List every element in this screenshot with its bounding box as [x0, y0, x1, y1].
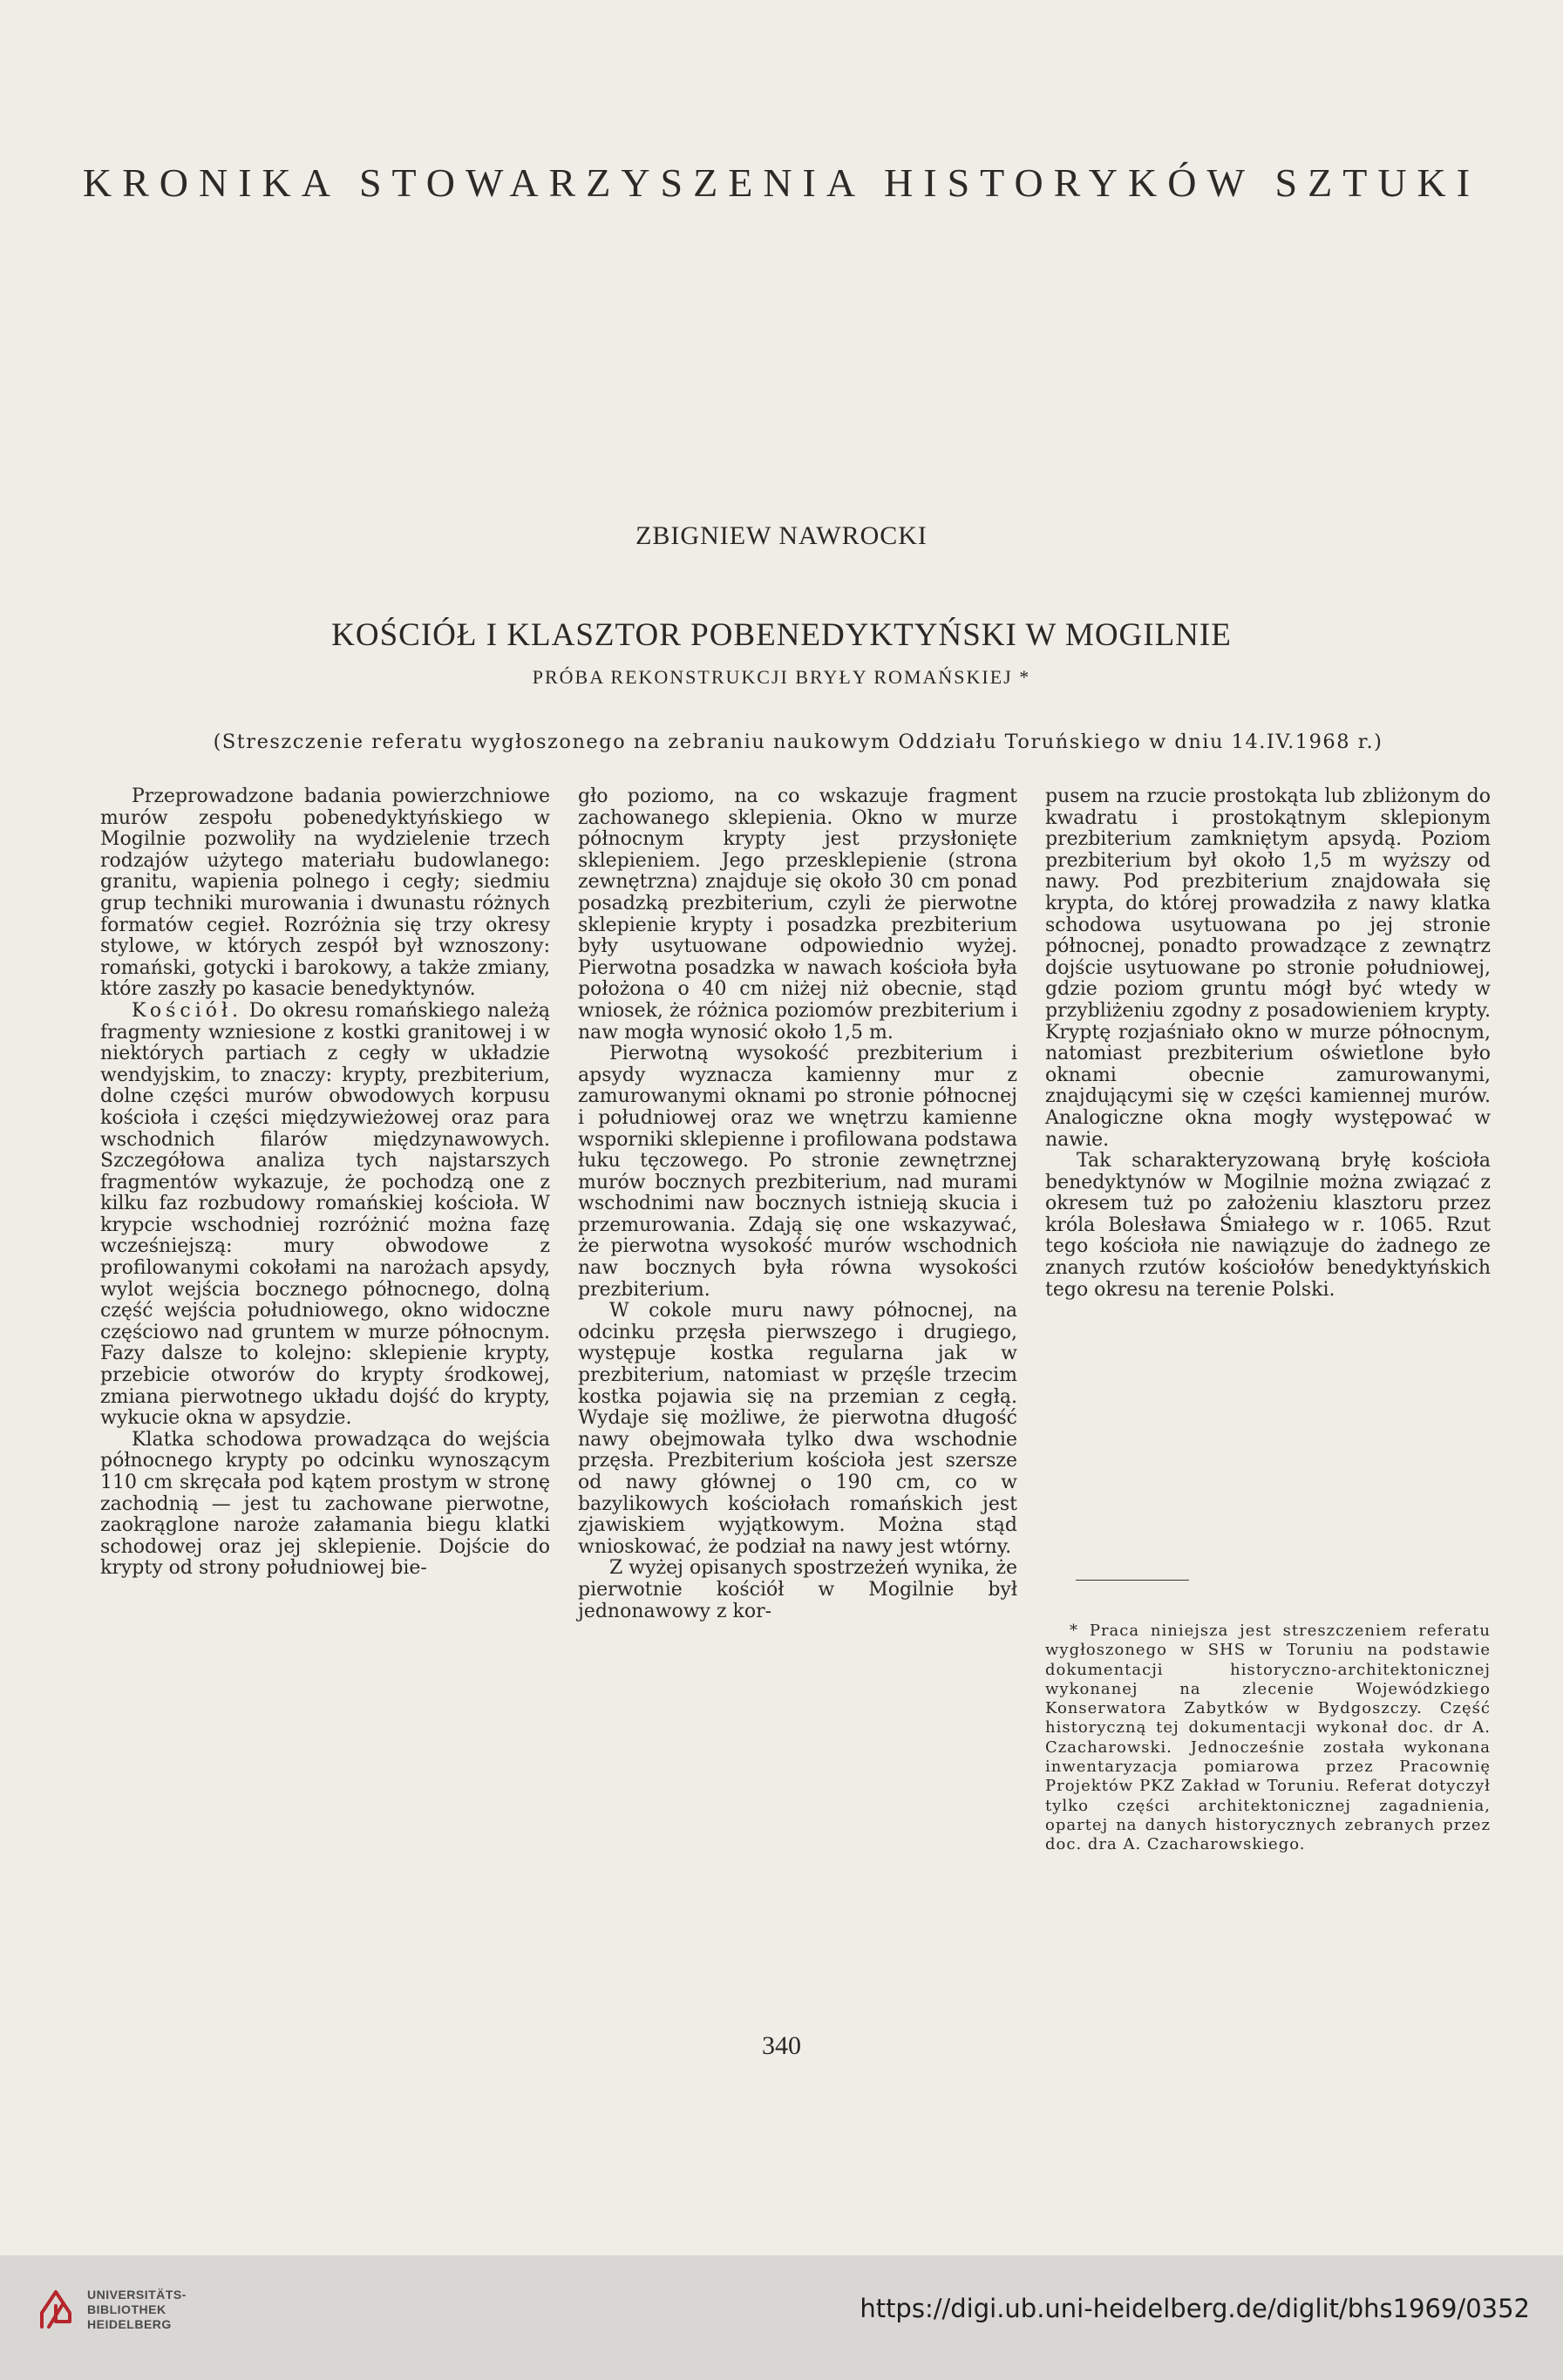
text-column-2	[578, 786, 1017, 1622]
footer-bar	[0, 2255, 1563, 2380]
paragraph: Tak scharakteryzowaną bryłę kościoła benedyktynów w Mogilnie można związać z okresem tuż po założeniu klasztoru przez króla Bolesława Śmiałego w r. 1065. Rzut tego kościoła nie nawiązuje do żadnego ze znanych rzutów kościołów benedyktyńskich tego okresu na terenie Polski.	[1045, 1150, 1491, 1301]
logo-line: HEIDELBERG	[87, 2316, 172, 2331]
library-logo[interactable]	[37, 2287, 187, 2332]
section-lead: Kościół.	[132, 999, 243, 1022]
text-column-3	[1045, 786, 1491, 1301]
paragraph: Przeprowadzone badania powierzchniowe murów zespołu pobenedyktyńskiego w Mogilnie pozwoliły na wydzielenie trzech rodzajów użytego materiału budowlanego: granitu, wapienia polnego i cegły; siedmiu grup techniki murowania i dwunastu różnych formatów cegieł. Rozróżnia się trzy okresy stylowe, w których zespół był wznoszony: romański, gotycki i barokowy, a także zmiany, które zaszły po kasacie benedyktynów.	[100, 785, 550, 1001]
article-subtitle: PRÓBA REKONSTRUKCJI BRYŁY ROMAŃSKIEJ *	[532, 666, 1031, 688]
page-number: 340	[762, 2031, 801, 2060]
logo-line: BIBLIOTHEK	[87, 2302, 166, 2316]
paragraph: Klatka schodowa prowadząca do wejścia północnego krypty po odcinku wynoszącym 110 cm skręcała pod kątem prostym w stronę zachodnią — jest tu zachowane pierwotne, zaokrąglone naroże załamania biegu klatki schodowej oraz jej sklepienie. Dojście do krypty od strony południowej bie-	[100, 1428, 550, 1580]
article-author: ZBIGNIEW NAWROCKI	[635, 521, 928, 550]
footnote-divider	[1076, 1580, 1189, 1581]
paragraph: Z wyżej opisanych spostrzeżeń wynika, że pierwotnie kościół w Mogilnie był jednonawowy z kor-	[578, 1557, 1017, 1622]
summary-note: (Streszczenie referatu wygłoszonego na zebraniu naukowym Oddziału Toruńskiego w dniu 14.IV.1968 r.)	[213, 731, 1383, 753]
library-logo-text	[87, 2288, 187, 2332]
paragraph: Pierwotną wysokość prezbiterium i apsydy wyznacza kamienny mur z zamurowanymi oknami po stronie północnej i południowej oraz we wnętrzu kamienne wsporniki sklepienne i profilowana podstawa łuku tęczowego. Po stronie zewnętrznej murów bocznych prezbiterium, nad murami wschodnimi naw bocznych istnieją skucia i przemurowania. Zdają się one wskazywać, że pierwotna wysokość murów wschodnich naw bocznych była równa wysokości prezbiterium.	[578, 1043, 1017, 1301]
paragraph: gło poziomo, na co wskazuje fragment zachowanego sklepienia. Okno w murze północnym krypty jest przysłonięte sklepieniem. Jego przesklepienie (strona zewnętrzna) znajduje się około 30 cm ponad posadzką prezbiterium, czyli że pierwotne sklepienie krypty i posadzka prezbiterium były usytuowane odpowiednio wyżej. Pierwotna posadzka w nawach kościoła była położona o 40 cm niżej niż obecnie, stąd wniosek, że różnica poziomów prezbiterium i naw mogła wynosić około 1,5 m.	[578, 785, 1017, 1044]
footnote	[1045, 1622, 1491, 1855]
logo-line: UNIVERSITÄTS-	[87, 2287, 187, 2302]
paragraph: W cokole muru nawy północnej, na odcinku przęsła pierwszego i drugiego, występuje kostka regularna jak w prezbiterium, natomiast w przęśle trzecim kostka pojawia się na przemian z cegłą. Wydaje się możliwe, że pierwotna długość nawy obejmowała tylko dwa wschodnie przęsła. Prezbiterium kościoła jest szersze od nawy głównej o 190 cm, co w bazylikowych kościołach romańskich jest zjawiskiem wyjątkowym. Można stąd wnioskować, że podział na nawy jest wtórny.	[578, 1300, 1017, 1558]
library-logo-icon	[37, 2287, 75, 2332]
source-url-link[interactable]: https://digi.ub.uni-heidelberg.de/diglit/bhs1969/0352	[860, 2294, 1530, 2323]
article-title: KOŚCIÓŁ I KLASZTOR POBENEDYKTYŃSKI W MOGILNIE	[331, 617, 1232, 653]
footnote-text: * Praca niniejsza jest streszczeniem referatu wygłoszonego w SHS w Toruniu na podstawie dokumentacji historyczno-architektonicznej wykonanej na zlecenie Wojewódzkiego Konserwatora Zabytków w Bydgoszczy. Część historyczną tej dokumentacji wykonał doc. dr A. Czacharowski. Jednocześnie została wykonana inwentaryzacja pomiarowa przez Pracownię Projektów PKZ Zakład w Toruniu. Referat dotyczył tylko części architektonicznej zagadnienia, opartej na danych historycznych zebranych przez doc. dra A. Czacharowskiego.	[1045, 1622, 1491, 1854]
text-column-1	[100, 786, 550, 1580]
paragraph	[100, 1001, 550, 1430]
paragraph-text: Do okresu romańskiego należą fragmenty wzniesione z kostki granitowej i w niektórych partiach z cegły w układzie wendyjskim, to znaczy: krypty, prezbiterium, dolne części murów obwodowych korpusu kościoła i części międzywieżowej oraz para wschodnich filarów międzynawowych. Szczegółowa analiza tych najstarszych fragmentów wykazuje, że pochodzą one z kilku faz rozbudowy romańskiej kościoła. W krypcie wschodniej rozróżnić można fazę wcześniejszą: mury obwodowe z profilowanymi cokołami na narożach apsydy, wylot wejścia bocznego północnego, dolną część wejścia południowego, okno widoczne częściowo nad gruntem w murze północnym. Fazy dalsze to kolejno: sklepienie krypty, przebicie otworów do krypty środkowej, zmiana pierwotnego układu dojść do krypty, wykucie okna w apsydzie.	[100, 999, 550, 1430]
running-head: KRONIKA STOWARZYSZENIA HISTORYKÓW SZTUKI	[82, 160, 1481, 205]
paragraph: pusem na rzucie prostokąta lub zbliżonym do kwadratu i prostokątnym sklepionym prezbiterium zamkniętym apsydą. Poziom prezbiterium był około 1,5 m wyższy od nawy. Pod prezbiterium znajdowała się krypta, do której prowadziła z nawy klatka schodowa usytuowana po jej stronie północnej, ponadto prowadzące z zewnątrz dojście usytuowane po stronie południowej, gdzie poziom gruntu mógł być wtedy w przybliżeniu zgodny z posadowieniem krypty. Kryptę rozjaśniało okno w murze północnym, natomiast prezbiterium oświetlone było oknami obecnie zamurowanymi, znajdującymi się w części kamiennej murów. Analogiczne okna mogły występować w nawie.	[1045, 785, 1491, 1151]
